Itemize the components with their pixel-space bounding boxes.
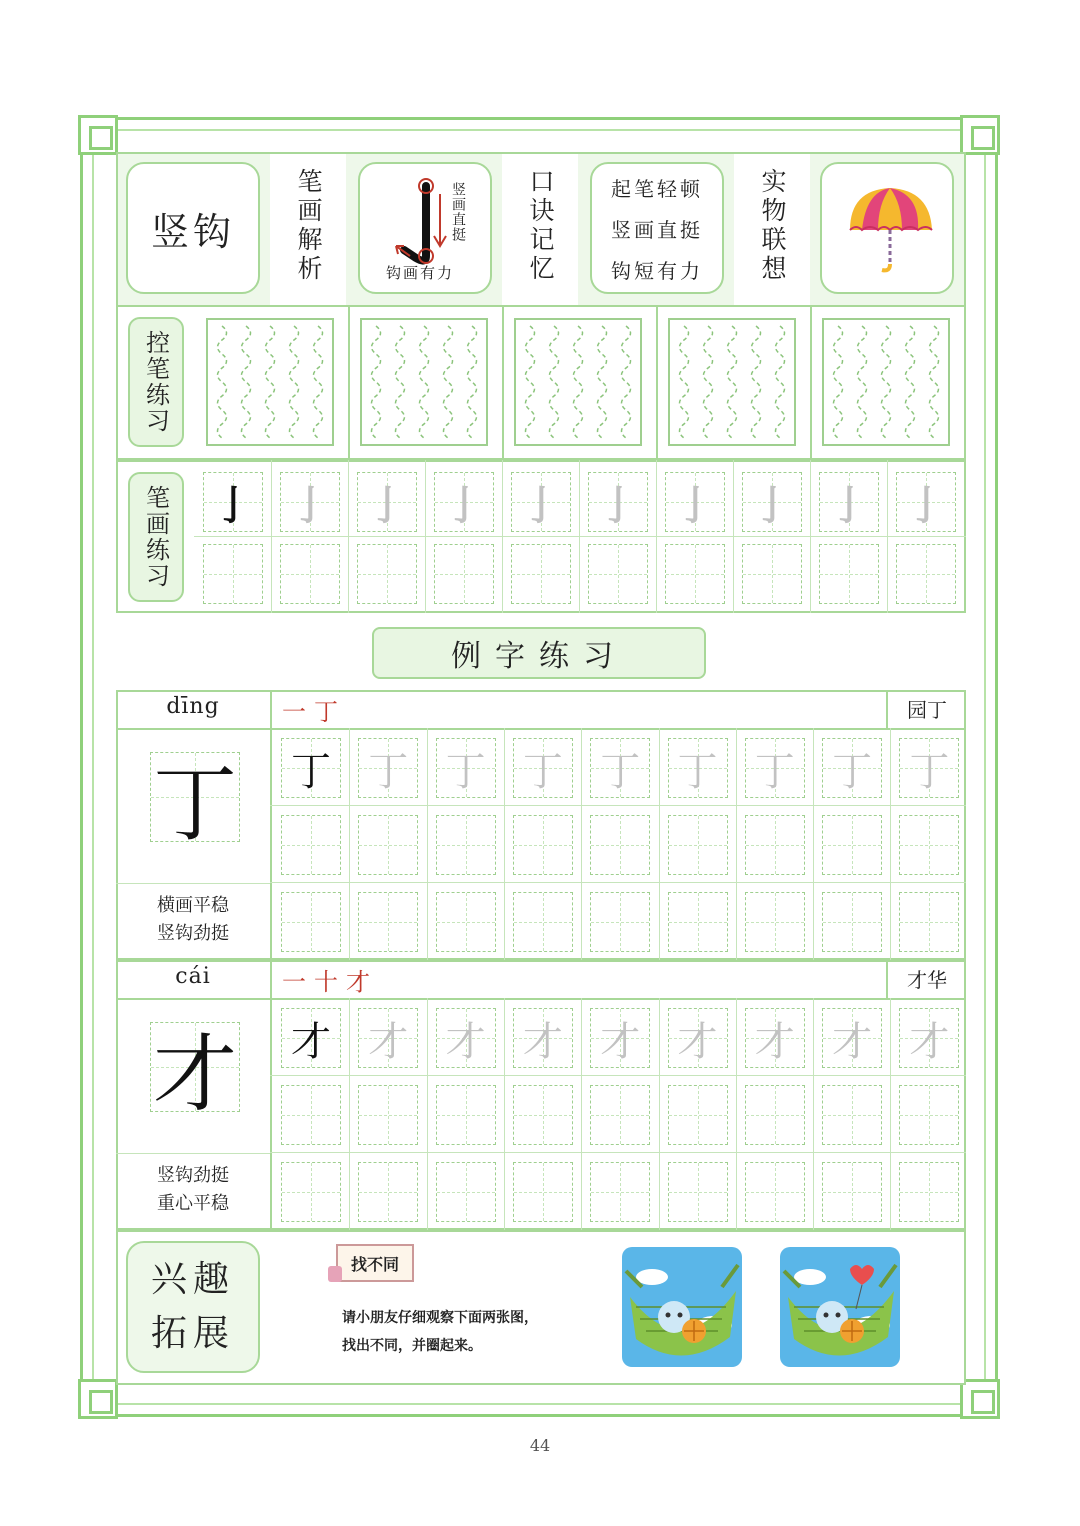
practice-cell bbox=[513, 1008, 573, 1068]
stroke-practice-glyph: 亅 bbox=[521, 482, 561, 529]
stroke-practice-cell bbox=[819, 472, 879, 532]
column-divider bbox=[736, 998, 737, 1230]
control-practice-label: 控笔练习 bbox=[141, 330, 170, 434]
practice-cell bbox=[590, 892, 650, 952]
column-divider bbox=[427, 998, 428, 1230]
practice-cell bbox=[513, 815, 573, 875]
mnemonic-card bbox=[590, 162, 724, 294]
practice-cell bbox=[436, 1008, 496, 1068]
section-title-banner bbox=[372, 627, 706, 679]
column-divider bbox=[348, 305, 350, 460]
mnemonic-line-1: 起笔轻顿 bbox=[611, 176, 703, 201]
practice-character: 才 bbox=[368, 1018, 409, 1065]
badge-ribbon-icon bbox=[328, 1266, 342, 1282]
practice-cell bbox=[358, 1085, 418, 1145]
page-number: 44 bbox=[529, 1436, 551, 1455]
practice-character: 丁 bbox=[445, 748, 486, 795]
stroke-practice-glyph: 亅 bbox=[367, 482, 407, 529]
practice-cell bbox=[668, 892, 728, 952]
hammock-cat-icon bbox=[780, 1247, 900, 1367]
instruction-line-1: 请小朋友仔细观察下面两张图， bbox=[342, 1310, 538, 1326]
practice-cell bbox=[358, 892, 418, 952]
row-divider bbox=[194, 536, 966, 537]
frame-corner-tl bbox=[78, 115, 118, 155]
practice-cell bbox=[590, 1162, 650, 1222]
practice-character: 丁 bbox=[677, 748, 718, 795]
practice-cell bbox=[358, 1162, 418, 1222]
practice-character: 丁 bbox=[291, 748, 331, 795]
column-divider bbox=[581, 998, 582, 1230]
column-divider bbox=[427, 728, 428, 960]
column-divider bbox=[349, 998, 350, 1230]
practice-cell bbox=[822, 892, 882, 952]
writing-tip: 竖钩劲挺 bbox=[157, 923, 229, 944]
practice-cell bbox=[590, 815, 650, 875]
column-divider bbox=[581, 728, 582, 960]
mnemonic-line-2: 竖画直挺 bbox=[611, 217, 703, 242]
left-col-divider bbox=[270, 960, 272, 1230]
column-divider bbox=[736, 728, 737, 960]
extension-label-card bbox=[126, 1241, 260, 1373]
stroke-practice-cell bbox=[434, 472, 494, 532]
row-divider bbox=[270, 882, 966, 883]
example-words: 才华 bbox=[907, 968, 947, 992]
practice-cell bbox=[745, 892, 805, 952]
stroke-practice-cell bbox=[280, 472, 340, 532]
row-divider bbox=[270, 1075, 966, 1076]
column-divider bbox=[659, 728, 660, 960]
practice-cell bbox=[436, 892, 496, 952]
pinyin: dīng bbox=[166, 694, 220, 719]
practice-cell bbox=[899, 892, 959, 952]
find-difference-badge-text: 找不同 bbox=[350, 1254, 399, 1274]
practice-character: 才 bbox=[754, 1018, 795, 1065]
analysis-note-2: 钩画有力 bbox=[386, 264, 455, 282]
stroke-order-step: 一 bbox=[282, 968, 314, 996]
tips-divider bbox=[116, 883, 270, 884]
practice-cell bbox=[822, 815, 882, 875]
left-col-divider bbox=[270, 690, 272, 960]
stroke-practice-label-pill bbox=[128, 472, 184, 602]
practice-character: 才 bbox=[600, 1018, 641, 1065]
row-divider bbox=[270, 1152, 966, 1153]
stroke-practice-cell bbox=[588, 472, 648, 532]
practice-cell bbox=[513, 1162, 573, 1222]
column-divider bbox=[349, 728, 350, 960]
practice-cell bbox=[436, 1085, 496, 1145]
stroke-practice-cell bbox=[357, 472, 417, 532]
umbrella-icon bbox=[822, 164, 956, 296]
practice-character: 丁 bbox=[909, 748, 950, 795]
practice-cell bbox=[590, 1008, 650, 1068]
writing-tip: 重心平稳 bbox=[157, 1193, 229, 1214]
practice-cell bbox=[590, 738, 650, 798]
practice-cell bbox=[281, 815, 341, 875]
example-words: 园丁 bbox=[907, 698, 947, 722]
practice-character: 才 bbox=[677, 1018, 718, 1065]
practice-cell bbox=[745, 738, 805, 798]
frame-corner-bl bbox=[78, 1379, 118, 1419]
practice-cell bbox=[899, 815, 959, 875]
control-practice-label-pill bbox=[128, 317, 184, 447]
extension-label: 兴趣拓展 bbox=[150, 1259, 235, 1354]
stroke-practice-cell bbox=[819, 544, 879, 604]
hammock-cat-icon bbox=[622, 1247, 742, 1367]
wave-panel bbox=[668, 318, 796, 446]
stroke-name-card bbox=[126, 162, 260, 294]
wave-trace-icon bbox=[516, 320, 640, 444]
practice-cell bbox=[358, 1008, 418, 1068]
stroke-practice-glyph: 亅 bbox=[213, 482, 253, 529]
practice-cell bbox=[436, 815, 496, 875]
stroke-practice-glyph: 亅 bbox=[675, 482, 715, 529]
practice-cell bbox=[513, 1085, 573, 1145]
stroke-practice-glyph: 亅 bbox=[829, 482, 869, 529]
wave-panel bbox=[514, 318, 642, 446]
wave-trace-icon bbox=[362, 320, 486, 444]
practice-cell bbox=[668, 1085, 728, 1145]
practice-cell bbox=[822, 1162, 882, 1222]
hammock-cat-picture-left bbox=[622, 1247, 742, 1367]
row-divider bbox=[270, 805, 966, 806]
practice-cell bbox=[745, 1008, 805, 1068]
wave-trace-icon bbox=[670, 320, 794, 444]
practice-cell bbox=[822, 1085, 882, 1145]
practice-cell bbox=[590, 1085, 650, 1145]
stroke-practice-glyph: 亅 bbox=[444, 482, 484, 529]
column-divider bbox=[502, 305, 504, 460]
writing-tips bbox=[116, 1162, 270, 1218]
practice-cell bbox=[668, 738, 728, 798]
stroke-order-step: 十 bbox=[314, 968, 346, 996]
practice-cell bbox=[281, 1008, 341, 1068]
practice-character: 丁 bbox=[832, 748, 873, 795]
pinyin: cái bbox=[175, 964, 211, 989]
column-divider bbox=[890, 998, 891, 1230]
practice-cell bbox=[668, 1008, 728, 1068]
writing-tip: 横画平稳 bbox=[157, 895, 229, 916]
stroke-practice-cell bbox=[742, 472, 802, 532]
column-divider bbox=[656, 305, 658, 460]
practice-cell bbox=[281, 892, 341, 952]
stroke-practice-cell bbox=[434, 544, 494, 604]
practice-cell bbox=[281, 1162, 341, 1222]
stroke-practice-cell bbox=[896, 472, 956, 532]
mnemonic-label: 口诀记忆 bbox=[526, 168, 555, 284]
stroke-practice-cell bbox=[203, 544, 263, 604]
stroke-practice-cell bbox=[203, 472, 263, 532]
practice-character: 丁 bbox=[600, 748, 641, 795]
model-character: 才 bbox=[152, 1024, 237, 1123]
mnemonic-line-3: 钩短有力 bbox=[611, 258, 703, 283]
wave-trace-icon bbox=[824, 320, 948, 444]
stroke-practice-cell bbox=[665, 544, 725, 604]
stroke-name: 竖钩 bbox=[150, 209, 235, 254]
stroke-practice-cell bbox=[511, 544, 571, 604]
column-divider bbox=[504, 998, 505, 1230]
practice-character: 才 bbox=[445, 1018, 486, 1065]
writing-tip: 竖钩劲挺 bbox=[157, 1165, 229, 1186]
writing-tips bbox=[116, 892, 270, 948]
analysis-label-cell bbox=[270, 154, 346, 305]
stroke-practice-cell bbox=[280, 544, 340, 604]
practice-character: 才 bbox=[909, 1018, 950, 1065]
practice-cell bbox=[436, 738, 496, 798]
practice-character: 丁 bbox=[368, 748, 409, 795]
pinyin-row-divider bbox=[116, 728, 966, 730]
stroke-order-step: 丁 bbox=[314, 698, 346, 726]
frame-corner-br bbox=[960, 1379, 1000, 1419]
section-title: 例字练习 bbox=[451, 639, 627, 674]
practice-cell bbox=[745, 815, 805, 875]
practice-cell bbox=[668, 815, 728, 875]
practice-character: 才 bbox=[832, 1018, 873, 1065]
practice-cell bbox=[899, 1085, 959, 1145]
practice-cell bbox=[513, 738, 573, 798]
analysis-label: 笔画解析 bbox=[294, 168, 323, 284]
practice-cell bbox=[436, 1162, 496, 1222]
pinyin-row-divider bbox=[116, 998, 966, 1000]
stroke-order-step: 一 bbox=[282, 698, 314, 726]
stroke-practice-cell bbox=[588, 544, 648, 604]
practice-cell bbox=[513, 892, 573, 952]
stroke-order bbox=[282, 692, 346, 727]
stroke-analysis-card bbox=[358, 162, 492, 294]
practice-character: 才 bbox=[522, 1018, 563, 1065]
practice-cell bbox=[745, 1085, 805, 1145]
stroke-order-step: 才 bbox=[346, 968, 378, 996]
wave-panel bbox=[206, 318, 334, 446]
wave-panel bbox=[822, 318, 950, 446]
frame-corner-tr bbox=[960, 115, 1000, 155]
practice-character: 丁 bbox=[754, 748, 795, 795]
mnemonic-label-cell bbox=[502, 154, 578, 305]
hammock-cat-picture-right bbox=[780, 1247, 900, 1367]
find-difference-badge bbox=[336, 1244, 414, 1282]
tips-divider bbox=[116, 1153, 270, 1154]
practice-cell bbox=[281, 1085, 341, 1145]
stroke-practice-cell bbox=[511, 472, 571, 532]
wave-trace-icon bbox=[208, 320, 332, 444]
extension-instruction bbox=[342, 1304, 538, 1360]
practice-cell bbox=[899, 1162, 959, 1222]
stroke-practice-glyph: 亅 bbox=[906, 482, 946, 529]
practice-cell bbox=[899, 738, 959, 798]
column-divider bbox=[813, 998, 814, 1230]
stroke-practice-cell bbox=[896, 544, 956, 604]
stroke-practice-glyph: 亅 bbox=[752, 482, 792, 529]
stroke-order bbox=[282, 962, 378, 997]
stroke-practice-cell bbox=[665, 472, 725, 532]
model-character: 丁 bbox=[152, 754, 237, 853]
wave-panel bbox=[360, 318, 488, 446]
practice-cell bbox=[745, 1162, 805, 1222]
model-character-grid bbox=[150, 1022, 240, 1123]
column-divider bbox=[813, 728, 814, 960]
column-divider bbox=[810, 305, 812, 460]
analysis-note-1: 竖画直挺 bbox=[450, 182, 466, 242]
object-card bbox=[820, 162, 954, 294]
practice-cell bbox=[899, 1008, 959, 1068]
stroke-practice-cell bbox=[357, 544, 417, 604]
practice-cell bbox=[281, 738, 341, 798]
practice-cell bbox=[668, 1162, 728, 1222]
object-label-cell bbox=[734, 154, 810, 305]
practice-cell bbox=[358, 815, 418, 875]
practice-cell bbox=[822, 738, 882, 798]
object-label: 实物联想 bbox=[758, 168, 787, 284]
column-divider bbox=[504, 728, 505, 960]
column-divider bbox=[890, 728, 891, 960]
stroke-practice-label: 笔画练习 bbox=[141, 485, 170, 589]
practice-character: 丁 bbox=[522, 748, 563, 795]
column-divider bbox=[659, 998, 660, 1230]
stroke-practice-cell bbox=[742, 544, 802, 604]
practice-cell bbox=[358, 738, 418, 798]
practice-character: 才 bbox=[291, 1018, 331, 1065]
model-character-grid bbox=[150, 752, 240, 853]
practice-cell bbox=[822, 1008, 882, 1068]
stroke-practice-glyph: 亅 bbox=[290, 482, 330, 529]
stroke-practice-glyph: 亅 bbox=[598, 482, 638, 529]
instruction-line-2: 找出不同，并圈起来。 bbox=[342, 1338, 482, 1354]
